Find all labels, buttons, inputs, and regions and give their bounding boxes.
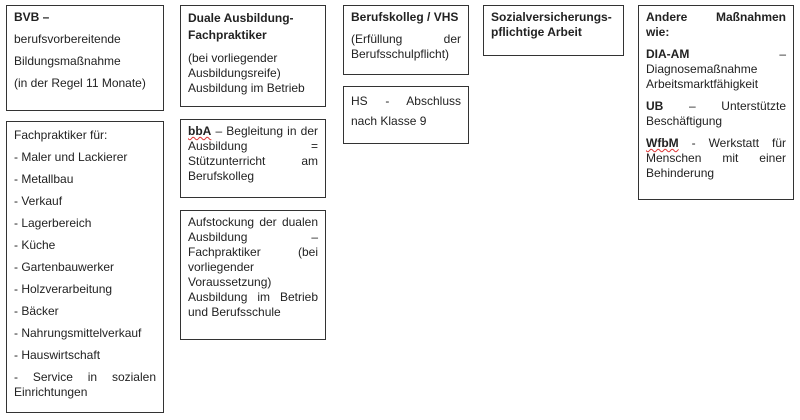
bvb-line2: Bildungsmaßnahme — [14, 54, 121, 68]
list-item: - Holzverarbeitung — [14, 282, 113, 296]
list-item: - Nahrungsmittelverkauf — [14, 326, 142, 340]
list-item: - Maler und Lackierer — [14, 150, 128, 164]
aufstockung-text: Aufstockung der dualen Ausbildung – Fachpraktiker (bei vorliegender Voraussetzung) Ausbildung im Betrieb und Berufsschule — [188, 215, 318, 319]
bba-text: bbA – Begleitung in der Ausbildung = Stützunterricht am Berufskolleg — [188, 124, 318, 183]
aufstockung-box — [180, 210, 326, 340]
berufskolleg-text: (Erfüllung der Berufsschulpflicht) — [351, 32, 461, 61]
duale-box — [180, 5, 326, 107]
list-item: - Metallbau — [14, 172, 74, 186]
bvb-line3: (in der Regel 11 Monate) — [14, 76, 146, 90]
duale-text: (bei vorliegender Ausbildungsreife) Ausbildung im Betrieb — [188, 51, 305, 95]
list-item: - Hauswirtschaft — [14, 348, 101, 362]
hs-text: HS - Abschluss nach Klasse 9 — [351, 94, 461, 128]
list-item: - Bäcker — [14, 304, 59, 318]
hs-box — [343, 86, 469, 144]
duale-title: Duale Ausbildung-Fachpraktiker — [188, 11, 294, 42]
list-item: - Service in sozialen Einrichtungen — [14, 370, 156, 399]
berufskolleg-title: Berufskolleg / VHS — [351, 10, 459, 24]
dia-am-text: DIA-AM – Diagnosemaßnahme Arbeitsmarktfähigkeit — [646, 47, 786, 91]
list-item: - Lagerbereich — [14, 216, 92, 230]
ub-text: UB – Unterstützte Beschäftigung — [646, 99, 786, 128]
sozial-box — [483, 5, 624, 56]
fachpraktiker-box — [6, 121, 164, 413]
wfbm-text: WfbM - Werkstatt für Menschen mit einer Behinderung — [646, 136, 786, 180]
berufskolleg-box — [343, 5, 469, 75]
bvb-title: BVB – — [14, 10, 50, 24]
list-item: - Gartenbauwerker — [14, 260, 115, 274]
list-item: - Küche — [14, 238, 56, 252]
fachpraktiker-heading: Fachpraktiker für: — [14, 128, 108, 142]
bvb-line1: berufsvorbereitende — [14, 32, 121, 46]
bba-box — [180, 119, 326, 198]
bvb-box — [6, 5, 164, 111]
andere-title: Andere Maßnahmen wie: — [646, 10, 786, 39]
andere-box — [638, 5, 794, 200]
list-item: - Verkauf — [14, 194, 63, 208]
sozial-title: Sozialversicherungs-pflichtige Arbeit — [491, 10, 612, 39]
